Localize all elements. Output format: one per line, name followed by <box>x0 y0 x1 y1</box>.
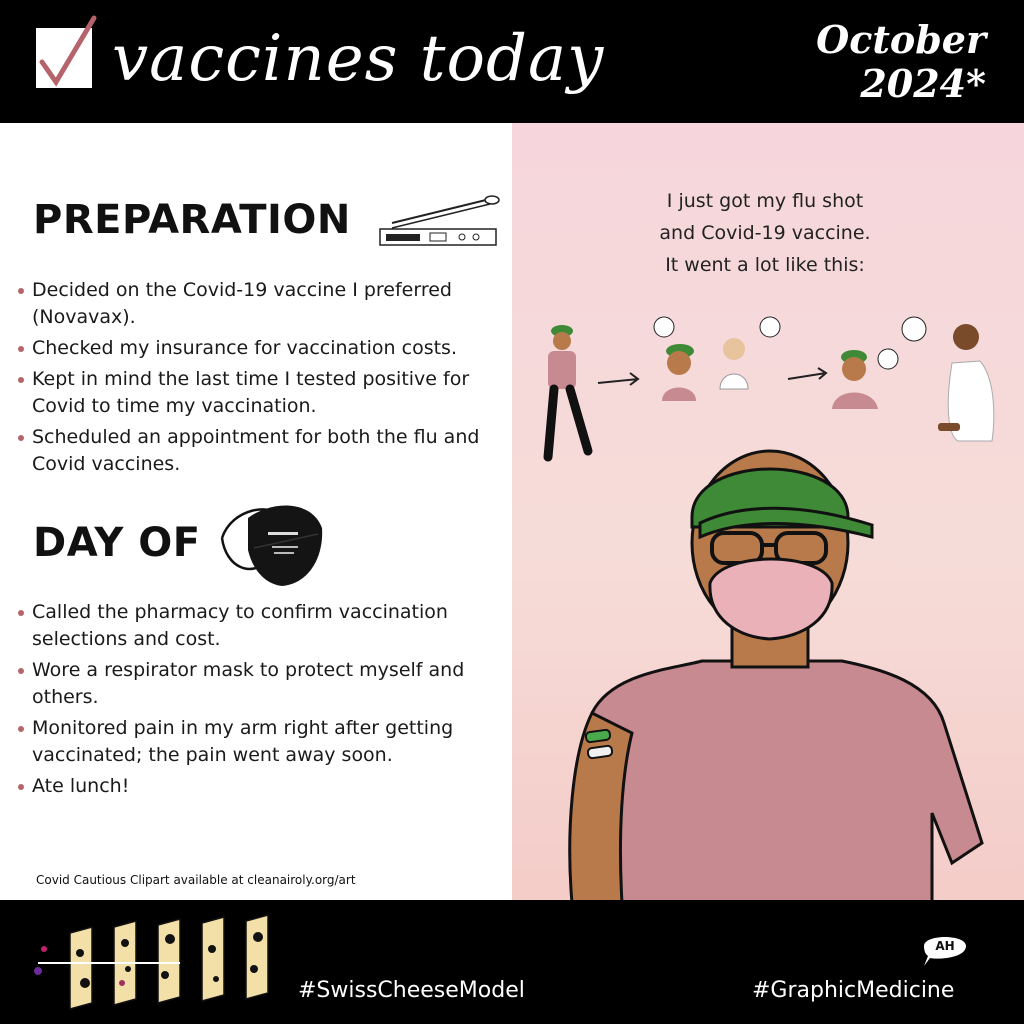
date-month: October <box>816 17 986 62</box>
preparation-heading: PREPARATION <box>33 197 351 243</box>
patient-seated-icon <box>832 349 898 409</box>
date-year: 2024* <box>860 61 986 106</box>
intro-line: I just got my flu shot <box>666 190 864 212</box>
intro-line: It went a lot like this: <box>665 254 865 276</box>
header-title: vaccines today <box>112 22 605 96</box>
day-of-heading: DAY OF <box>33 520 201 566</box>
artist-signature-badge <box>920 928 970 968</box>
list-item: Checked my insurance for vaccination costs. <box>18 335 498 362</box>
patient-icon <box>654 317 696 401</box>
vaccinator-icon <box>902 317 994 441</box>
vaccinated-person-portrait <box>552 433 992 900</box>
list-item: Monitored pain in my arm right after getting vaccinated; the pain went away soon. <box>18 715 498 769</box>
header-bar <box>0 0 1024 123</box>
clipart-credit: Covid Cautious Clipart available at cleanairoly.org/art <box>36 873 356 887</box>
hashtag-swiss-cheese: #SwissCheeseModel <box>298 978 525 1003</box>
header-date <box>816 18 986 106</box>
hashtag-graphic-medicine: #GraphicMedicine <box>752 978 955 1003</box>
intro-line: and Covid-19 vaccine. <box>659 222 871 244</box>
covid-test-kit-icon <box>372 193 502 253</box>
illustration-panel <box>512 123 1024 900</box>
pharmacist-icon <box>720 317 780 389</box>
intro-text <box>610 185 920 281</box>
list-item: Scheduled an appointment for both the flu and Covid vaccines. <box>18 424 498 478</box>
preparation-list <box>18 277 498 482</box>
list-item: Called the pharmacy to confirm vaccination selections and cost. <box>18 599 498 653</box>
list-item: Decided on the Covid-19 vaccine I preferred (Novavax). <box>18 277 498 331</box>
day-of-list <box>18 599 498 804</box>
list-item: Wore a respirator mask to protect myself and others. <box>18 657 498 711</box>
list-item: Ate lunch! <box>18 773 498 800</box>
swiss-cheese-model-icon <box>30 913 286 1013</box>
checkbox-icon <box>36 28 92 88</box>
svg-text:AH: AH <box>935 939 955 953</box>
list-item: Kept in mind the last time I tested positive for Covid to time my vaccination. <box>18 366 498 420</box>
checklist-panel <box>0 123 512 900</box>
respirator-mask-icon <box>212 498 328 590</box>
